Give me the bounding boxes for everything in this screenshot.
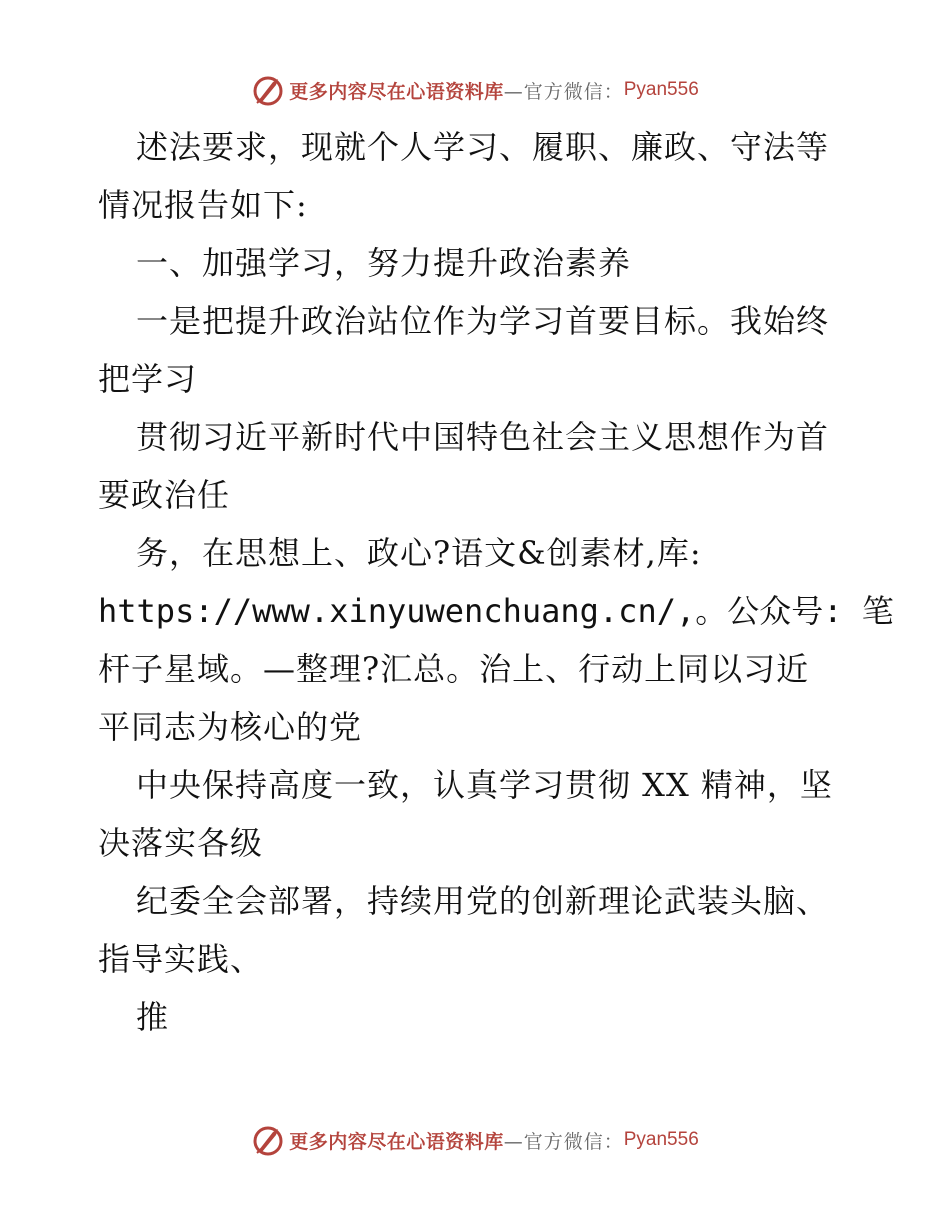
paragraph-line: 杆子星域。—整理?汇总。治上、行动上同以习近 (98, 650, 810, 688)
paragraph-line: 指导实践、 (98, 940, 264, 978)
header-watermark (0, 70, 950, 110)
paragraph-line: 务，在思想上、政心?语文&创素材,库: (136, 534, 702, 572)
paragraph-line: 决落实各级 (98, 824, 264, 862)
paragraph-line: 情况报告如下: (98, 186, 308, 224)
watermark-wechat-id: Pyan556 (623, 79, 699, 100)
watermark-wechat-label: —官方微信： (503, 80, 624, 103)
watermark-site-name: 更多内容尽在心语资料库 (289, 80, 504, 103)
footer-watermark (0, 1120, 950, 1160)
paragraph-line: 要政治任 (98, 476, 231, 514)
paragraph-line: 平同志为核心的党 (98, 708, 363, 746)
paragraph-line: 述法要求，现就个人学习、履职、廉政、守法等 (136, 128, 830, 166)
section-heading: 一、加强学习，努力提升政治素养 (136, 244, 632, 282)
pen-quill-icon (251, 73, 285, 107)
pen-quill-icon (251, 1123, 285, 1157)
paragraph-line: 贯彻习近平新时代中国特色社会主义思想作为首 (136, 418, 830, 456)
paragraph-line: 纪委全会部署，持续用党的创新理论武装头脑、 (136, 882, 830, 920)
document-body (98, 118, 894, 1046)
paragraph-line: 推 (136, 998, 170, 1036)
watermark-site-name: 更多内容尽在心语资料库 (289, 1130, 504, 1153)
paragraph-line-url: https://www.xinyuwenchuang.cn/,。公众号: 笔 (98, 592, 894, 630)
paragraph-line: 中央保持高度一致，认真学习贯彻 XX 精神，坚 (136, 766, 833, 804)
watermark-wechat-label: —官方微信： (503, 1130, 624, 1153)
paragraph-line: 把学习 (98, 360, 198, 398)
paragraph-line: 一是把提升政治站位作为学习首要目标。我始终 (136, 302, 830, 340)
watermark-wechat-id: Pyan556 (623, 1129, 699, 1150)
